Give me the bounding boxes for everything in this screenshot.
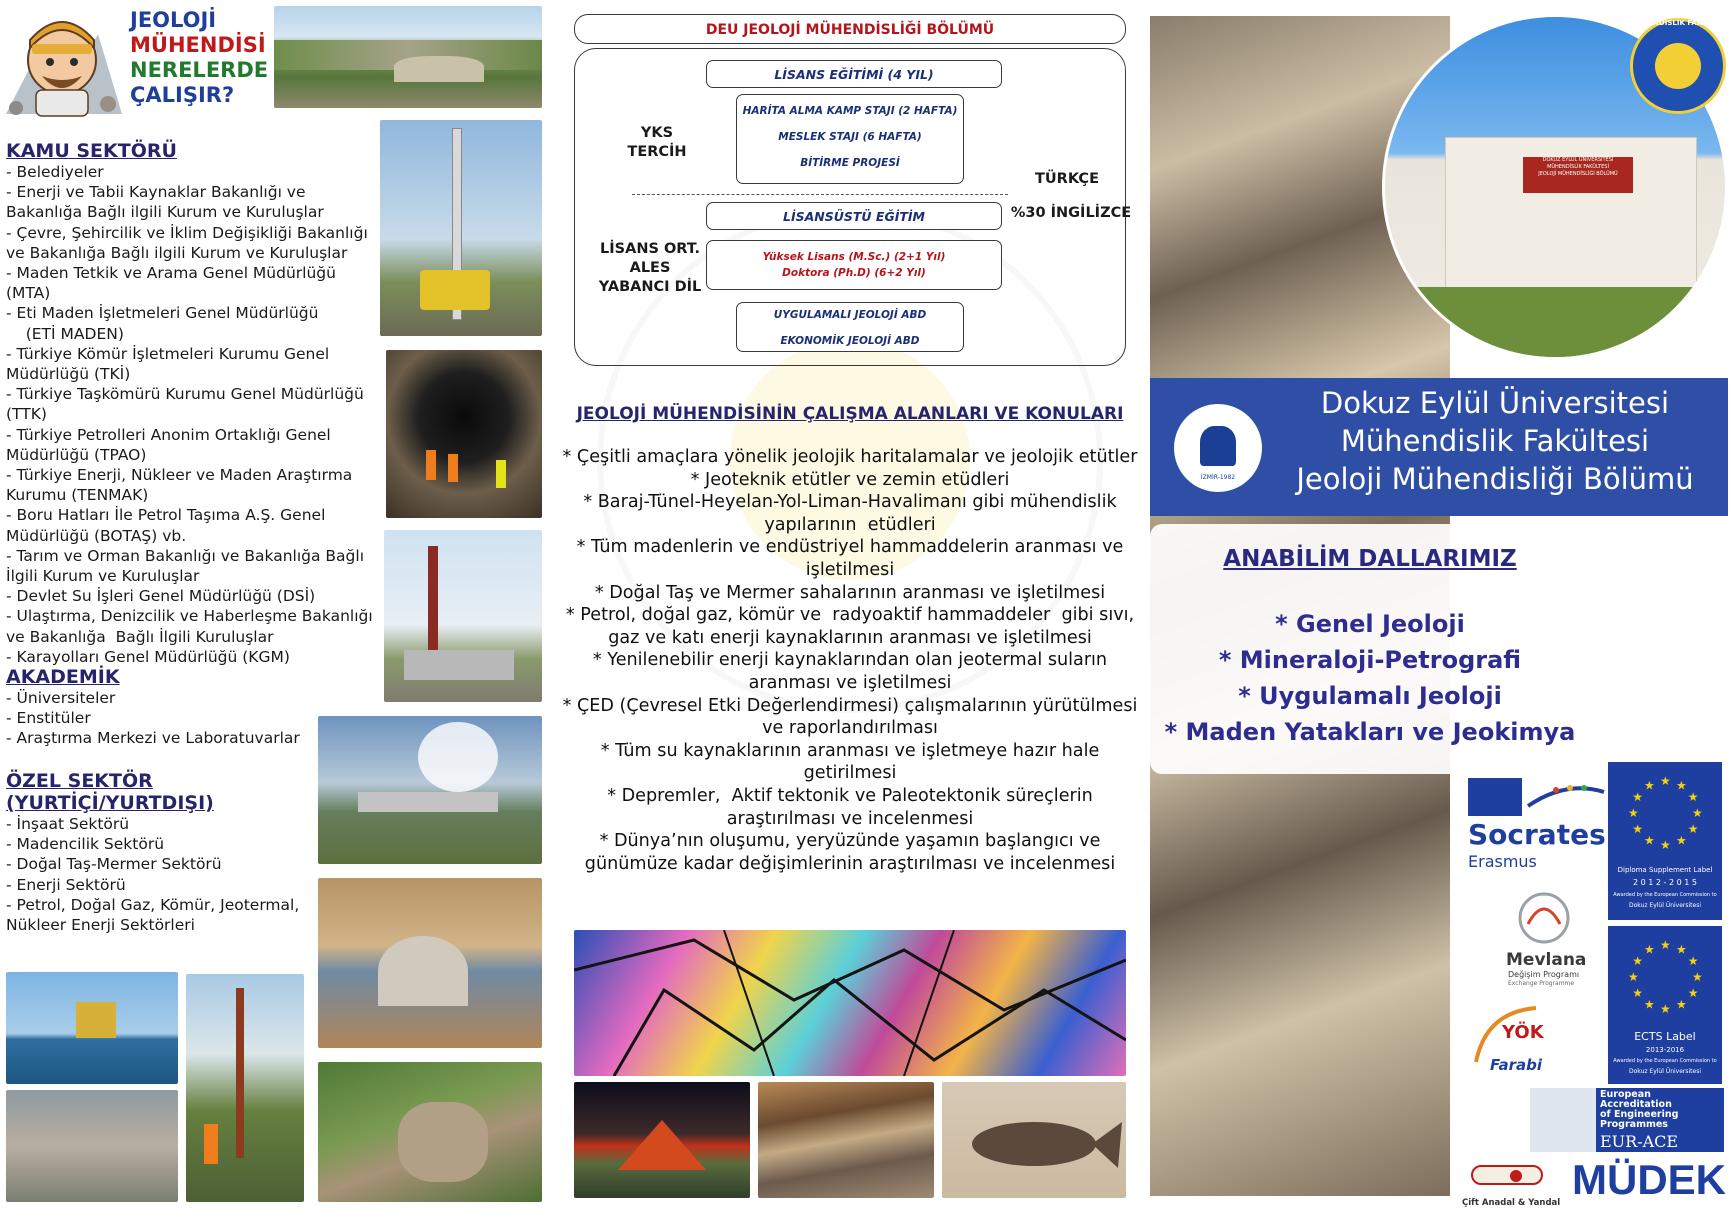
topic-item: * Depremler, Aktif tektonik ve Paleotektonik süreçlerin araştırılması ve incelenmesi xyxy=(607,785,1093,829)
topic-item: * ÇED (Çevresel Etki Değerlendirmesi) çalışmalarının yürütülmesi ve raporlandırılması xyxy=(562,695,1138,739)
hero-line-2: MÜHENDİSİ xyxy=(130,33,266,57)
socrates-people-icon xyxy=(1526,778,1606,814)
ingilizce-label: %30 İNGİLİZCE xyxy=(1010,205,1132,221)
eu-star-icon: ★ xyxy=(1644,778,1655,793)
kamu-title: KAMU SEKTÖRÜ xyxy=(6,140,177,162)
eu-star-icon: ★ xyxy=(1632,954,1644,968)
eur-ace-label: EUR-ACE xyxy=(1600,1132,1679,1151)
faculty-seal-text: MÜHENDİSLİK FAKÜLTESİ xyxy=(1629,19,1729,27)
hero-title xyxy=(130,8,268,108)
dr-label: Doktora (Ph.D) (6+2 Yıl) xyxy=(782,267,926,279)
topic-item: * Jeoteknik etütler ve zemin etüdleri xyxy=(690,469,1010,490)
eu-star-icon: ★ xyxy=(1660,838,1671,852)
topic-item: * Çeşitli amaçlara yönelik jeolojik haritalamalar ve jeolojik etütler xyxy=(562,447,1138,467)
eu-star-icon: ★ xyxy=(1632,790,1644,804)
tunnel-photo xyxy=(386,350,542,518)
eu-star-icon: ★ xyxy=(1687,790,1699,804)
middle-column xyxy=(560,0,1140,1227)
yl-label: Yüksek Lisans (M.Sc.) (2+1 Yıl) xyxy=(762,251,946,263)
yks-label: YKS TERCİH xyxy=(627,125,687,160)
ozel-title-1: ÖZEL SEKTÖR xyxy=(6,770,153,792)
topic-item: * Petrol, doğal gaz, kömür ve radyoaktif hammaddeler gibi sıvı, gaz ve katı enerji kaynaklarının aranması ve işletilmesi xyxy=(565,605,1135,648)
eu-star-icon: ★ xyxy=(1644,997,1655,1012)
flow-header: DEU JEOLOJİ MÜHENDİSLİĞİ BÖLÜMÜ xyxy=(705,22,995,38)
erasmus-label: Erasmus xyxy=(1468,852,1537,871)
akademik-section xyxy=(6,666,306,749)
anabilim-item: * Uygulamalı Jeoloji xyxy=(1238,682,1502,710)
eu-star-icon: ★ xyxy=(1660,774,1671,788)
eu-star-icon: ★ xyxy=(1676,778,1687,793)
eur-4: Programmes xyxy=(1600,1119,1668,1130)
ozel-list: - İnşaat Sektörü - Madencilik Sektörü - Doğal Taş-Mermer Sektörü - Enerji Sektörü - Petrol, Doğal Gaz, Kömür, Jeotermal, Nükleer Enerji Sektörleri xyxy=(6,815,300,935)
ales-label: LİSANS ORT. ALES YABANCI DİL xyxy=(598,241,702,295)
eu-star-icon: ★ xyxy=(1644,942,1655,957)
rock-strata-photo xyxy=(758,1082,934,1198)
ds-award: Awarded by the European Commission to xyxy=(1613,892,1717,898)
borehole-rig-photo xyxy=(186,974,304,1202)
eu-star-icon: ★ xyxy=(1644,833,1655,848)
ects-years: 2013-2016 xyxy=(1645,1046,1685,1054)
anabilim-list xyxy=(1150,606,1590,750)
volcano-photo xyxy=(574,1082,750,1198)
abd-2: EKONOMİK JEOLOJİ ABD xyxy=(780,335,920,347)
akademik-title: AKADEMİK xyxy=(6,666,120,688)
ds-label: Diploma Supplement Label xyxy=(1617,866,1713,874)
flow-divider xyxy=(632,194,1008,195)
ects-uni: Dokuz Eylül Üniversitesi xyxy=(1628,1068,1702,1075)
anabilim-panel xyxy=(1150,524,1590,774)
dam-photo xyxy=(318,878,542,1048)
ects-award: Awarded by the European Commission to xyxy=(1613,1058,1717,1064)
eu-star-icon: ★ xyxy=(1676,997,1687,1012)
ozel-section xyxy=(6,770,306,935)
yok-text: YÖK xyxy=(1502,1022,1544,1043)
dept-line-1: Dokuz Eylül Üniversitesi xyxy=(1320,386,1670,420)
eu-star-icon: ★ xyxy=(1687,822,1699,836)
geothermal-plant-photo xyxy=(318,716,542,864)
eu-star-icon: ★ xyxy=(1632,822,1644,836)
dept-line-2: Mühendislik Fakültesi xyxy=(1340,424,1650,458)
faculty-seal-icon xyxy=(1629,18,1729,114)
lisans-label: LİSANS EĞİTİMİ (4 YIL) xyxy=(774,67,934,82)
topic-item: * Yenilenebilir enerji kaynaklarından olan jeotermal suların aranması ve işletilmesi xyxy=(592,650,1108,693)
right-column xyxy=(1150,0,1736,1227)
department-title xyxy=(1270,384,1720,498)
lisansustu-programs-box xyxy=(706,240,1002,290)
eu-star-icon: ★ xyxy=(1687,954,1699,968)
eu-star-icon: ★ xyxy=(1632,986,1644,1000)
offshore-platform-photo xyxy=(6,972,178,1084)
mevlana-sub: Değişim Programı xyxy=(1508,970,1580,979)
abd-1: UYGULAMALI JEOLOJİ ABD xyxy=(773,309,927,321)
logos-area xyxy=(1456,770,1736,1210)
topic-item: * Doğal Taş ve Mermer sahalarının aranması ve işletilmesi xyxy=(594,582,1106,603)
staj-2: MESLEK STAJI (6 HAFTA) xyxy=(778,131,922,143)
diploma-scroll-icon xyxy=(1462,1156,1558,1196)
landslide-photo xyxy=(318,1062,542,1202)
cift-anadal-label: Çift Anadal & Yandal xyxy=(1462,1198,1561,1208)
staj-1: HARİTA ALMA KAMP STAJI (2 HAFTA) xyxy=(742,105,958,117)
lisans-box xyxy=(706,60,1002,88)
staj-box xyxy=(736,94,964,184)
ozel-title-2: (YURTİÇİ/YURTDIŞI) xyxy=(6,792,214,814)
eur-ace-badge xyxy=(1530,1088,1724,1152)
topics-list xyxy=(560,446,1140,875)
mudek-label: MÜDEK xyxy=(1572,1156,1726,1203)
eur-3: of Engineering xyxy=(1600,1109,1679,1120)
diploma-supplement-label xyxy=(1608,762,1722,920)
eur-2: Accreditation xyxy=(1600,1099,1672,1110)
topic-item: * Dünya’nın oluşumu, yeryüzünde yaşamın başlangıcı ve günümüze kadar değişimlerinin araştırılması ve incelenmesi xyxy=(584,831,1116,874)
hero-line-3: NERELERDE xyxy=(130,58,269,82)
drilling-rig-photo xyxy=(380,120,542,336)
mevlana-logo-icon xyxy=(1508,884,1580,948)
eu-star-icon: ★ xyxy=(1628,806,1639,820)
eu-star-icon: ★ xyxy=(1692,970,1703,984)
lisansustu-label: LİSANSÜSTÜ EĞİTİM xyxy=(782,209,925,224)
hero-line-1: JEOLOJİ xyxy=(130,8,217,32)
university-seal-icon xyxy=(1172,402,1264,494)
hero-line-4: ÇALIŞIR? xyxy=(130,83,235,107)
topics-title: JEOLOJİ MÜHENDİSİNİN ÇALIŞMA ALANLARI VE KONULARI xyxy=(576,404,1124,424)
mevlana-label: Mevlana xyxy=(1506,950,1587,970)
anabilim-item: * Mineraloji-Petrografi xyxy=(1218,646,1522,674)
eu-star-icon: ★ xyxy=(1628,970,1639,984)
turkce-label: TÜRKÇE xyxy=(1035,171,1099,187)
socrates-label: Socrates xyxy=(1468,818,1606,851)
eu-star-icon: ★ xyxy=(1660,938,1671,952)
eu-stars-icon-2 xyxy=(1608,926,1722,1026)
kamu-section xyxy=(6,140,376,667)
topic-item: * Tüm su kaynaklarının aranması ve işletmeye hazır hale getirilmesi xyxy=(600,740,1100,784)
mevlana-sub2: Exchange Programme xyxy=(1508,980,1575,987)
department-banner xyxy=(1150,378,1728,516)
anabilim-item: * Maden Yatakları ve Jeokimya xyxy=(1164,718,1576,746)
education-flowchart xyxy=(574,14,1132,366)
dept-line-3: Jeoloji Mühendisliği Bölümü xyxy=(1296,462,1694,496)
farabi-label: Farabi xyxy=(1490,1056,1543,1074)
eu-star-icon: ★ xyxy=(1676,833,1687,848)
thin-section-mineral-photo xyxy=(574,930,1126,1076)
eu-star-icon: ★ xyxy=(1660,1002,1671,1016)
akademik-list: - Üniversiteler - Enstitüler - Araştırma Merkezi ve Laboratuvarlar xyxy=(6,689,300,748)
eu-stars-icon xyxy=(1608,762,1722,862)
flow-header-box xyxy=(574,14,1126,44)
anabilim-item: * Genel Jeoloji xyxy=(1275,610,1465,638)
anabilim-title: ANABİLİM DALLARIMIZ xyxy=(1223,546,1517,572)
eu-star-icon: ★ xyxy=(1692,806,1703,820)
abd-box xyxy=(736,302,964,352)
ects-label-badge xyxy=(1608,926,1722,1084)
eur-1: European xyxy=(1600,1089,1651,1100)
oil-derrick-photo xyxy=(384,530,542,702)
city-aerial-photo xyxy=(6,1090,178,1202)
quarry-landscape-photo xyxy=(274,6,542,108)
lisansustu-box xyxy=(706,202,1002,230)
kamu-list: - Belediyeler - Enerji ve Tabii Kaynaklar Bakanlığı ve Bakanlığa Bağlı ilgili Kurum ve Kuruluşlar - Çevre, Şehircilik ve İklim Değişikliği Bakanlığı ve Bakanlığa Bağlı ilgili Kurum ve Kuruluşlar - Maden Tetkik ve Arama Genel Müdürlüğü (MTA) - Eti Maden İşletmeleri Genel Müdürlüğü (ETİ MADEN) - Türkiye Kömür İşletmeleri Kurumu Genel Müdürlüğü (TKİ) - Türkiye Taşkömürü Kurumu Genel Müdürlüğü (TTK) - Türkiye Petrolleri Anonim Ortaklığı Genel Müdürlüğü (TPAO) - Türkiye Enerji, Nükleer ve Maden Araştırma Kurumu (TENMAK) - Boru Hatları İle Petrol Taşıma A.Ş. Genel Müdürlüğü (BOTAŞ) vb. - Tarım ve Orman Bakanlığı ve Bakanlığa Bağlı İlgili Kurum ve Kuruluşlar - Devlet Su İşleri Genel Müdürlüğü (DSİ) - Ulaştırma, Denizcilik ve Haberleşme Bakanlığı ve Bakanlığa Bağlı İlgili Kuruluşlar - Karayolları Genel Müdürlüğü (KGM) xyxy=(6,163,373,666)
building-sign: DOKUZ EYLÜL ÜNİVERSİTESİ MÜHENDİSLİK FAKÜLTESİ JEOLOJİ MÜHENDİSLİĞİ BÖLÜMÜ xyxy=(1523,157,1633,193)
ds-years: 2 0 1 2 - 2 0 1 5 xyxy=(1633,878,1697,887)
staj-3: BİTİRME PROJESİ xyxy=(800,157,900,169)
geologist-mascot-icon xyxy=(2,4,124,122)
eur-ace-text xyxy=(1600,1090,1678,1130)
topic-item: * Baraj-Tünel-Heyelan-Yol-Liman-Havalimanı gibi mühendislik yapılarının etüdleri xyxy=(583,492,1117,535)
fish-fossil-photo xyxy=(942,1082,1126,1198)
topic-item: * Tüm madenlerin ve endüstriyel hammaddelerin aranması ve işletilmesi xyxy=(576,537,1124,580)
ds-uni: Dokuz Eylül Üniversitesi xyxy=(1628,902,1702,909)
left-column xyxy=(0,0,552,1227)
eu-flag-icon xyxy=(1468,778,1522,816)
university-seal-year: İZMİR-1982 xyxy=(1200,474,1236,481)
eu-star-icon: ★ xyxy=(1676,942,1687,957)
eu-star-icon: ★ xyxy=(1687,986,1699,1000)
ects-label: ECTS Label xyxy=(1634,1030,1696,1043)
